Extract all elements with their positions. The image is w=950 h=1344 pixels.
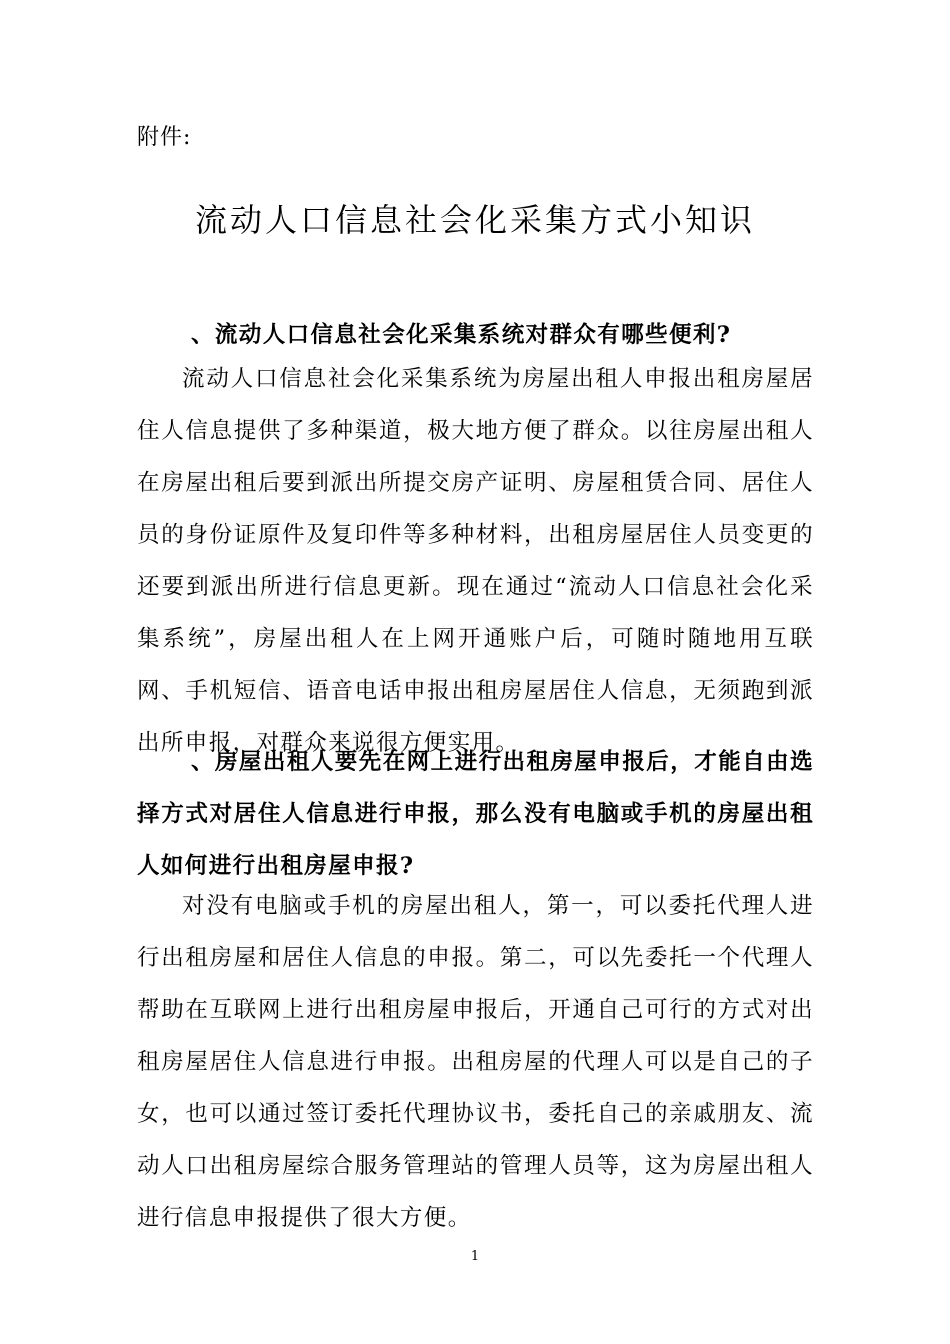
answer-2: 对没有电脑或手机的房屋出租人，第一，可以委托代理人进行出租房屋和居住人信息的申报。第二，可以先委托一个代理人帮助在互联网上进行出租房屋申报后，开通自己可行的方式对出租房屋居住人信息进行申报。出租房屋的代理人可以是自己的子女，也可以通过签订委托代理协议书，委托自己的亲戚朋友、流动人口出租房屋综合服务管理站的管理人员等，这为房屋出租人进行信息申报提供了很大方便。 [137, 893, 814, 1231]
document-title: 流动人口信息社会化采集方式小知识 [194, 201, 755, 239]
question-1: 、流动人口信息社会化采集系统对群众有哪些便利? [191, 322, 732, 348]
page-number: 1 [470, 1249, 480, 1264]
attachment-label: 附件: [137, 125, 192, 150]
question-2: 、房屋出租人要先在网上进行出租房屋申报后，才能自由选择方式对居住人信息进行申报，那么没有电脑或手机的房屋出租人如何进行出租房屋申报? [137, 749, 814, 879]
answer-1: 流动人口信息社会化采集系统为房屋出租人申报出租房屋居住人信息提供了多种渠道，极大地方便了群众。以往房屋出租人在房屋出租后要到派出所提交房产证明、房屋租赁合同、居住人员的身份证原件及复印件等多种材料，出租房屋居住人员变更的还要到派出所进行信息更新。现在通过“流动人口信息社会化采集系统”，房屋出租人在上网开通账户后，可随时随地用互联网、手机短信、语音电话申报出租房屋居住人信息，无须跑到派出所申报，对群众来说很方便实用。 [137, 366, 814, 756]
